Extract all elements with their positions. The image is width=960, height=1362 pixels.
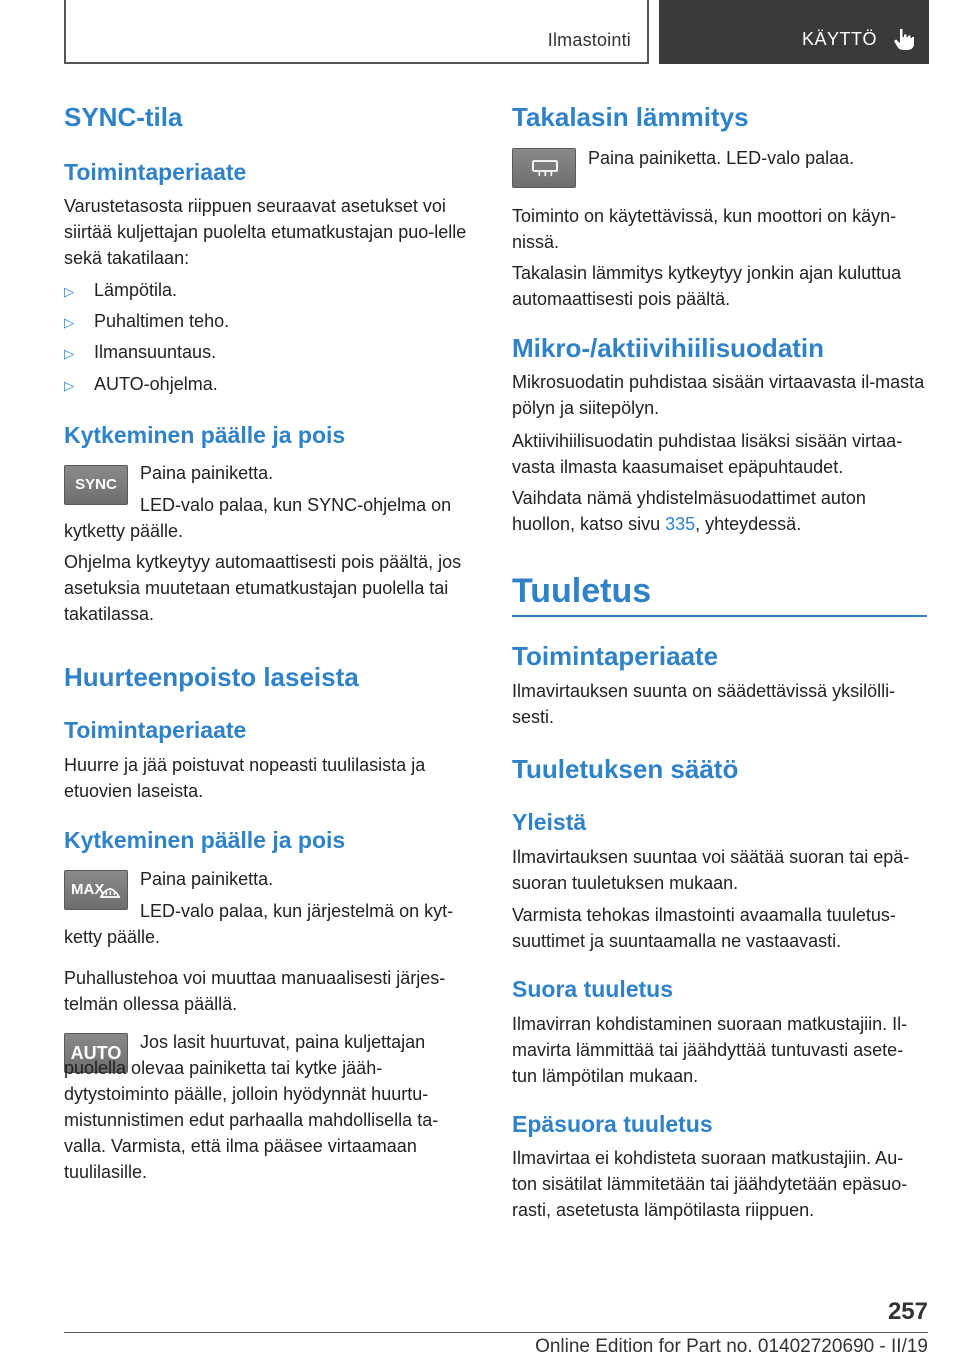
- filter-replace-text: Vaihdata nämä yhdistelmäsuodattimet auton huollon, katso sivu: [512, 488, 866, 534]
- list-item-text: Lämpötila.: [94, 280, 178, 300]
- chapter-tab[interactable]: [659, 0, 929, 64]
- rear-window-title: Takalasin lämmitys: [512, 102, 749, 132]
- vent-principle-heading: Toimintaperiaate: [512, 641, 719, 671]
- defrost-title: Huurteenpoisto laseista: [64, 662, 359, 692]
- triangle-bullet-icon: ▷: [64, 378, 74, 393]
- hand-pointer-icon: [891, 26, 917, 52]
- section-divider: [512, 615, 927, 617]
- sync-led: LED-valo palaa, kun SYNC-ohjelma on kytketty päälle.: [64, 495, 452, 541]
- sync-principle-text: Varustetasosta riippuen seuraavat asetukset voi siirtää kuljettajan puolelta etumatkustajan puo-lelle sekä takatilaan:: [64, 196, 467, 268]
- sync-principle-heading: Toimintaperiaate: [64, 159, 247, 185]
- list-item: [64, 339, 216, 367]
- general-heading: Yleistä: [512, 809, 587, 835]
- direct-vent-text: Ilmavirran kohdistaminen suoraan matkustajiin. Il-mavirta lämmittää tai jäähdyttää tuntuvasti asete-tun lämpötilan mukaan.: [512, 1014, 908, 1086]
- rear-window-heating-icon: [531, 159, 559, 177]
- filter-replace-text-end: , yhteydessä.: [695, 514, 802, 534]
- direct-vent-heading: Suora tuuletus: [512, 976, 674, 1002]
- general-text-1: Ilmavirtauksen suuntaa voi säätää suoran tai epä-suoran tuuletuksen mukaan.: [512, 847, 910, 893]
- indirect-vent-heading: Epäsuora tuuletus: [512, 1111, 713, 1137]
- rear-auto-off: Takalasin lämmitys kytkeytyy jonkin ajan kuluttua automaattisesti pois päältä.: [512, 263, 902, 309]
- general-text-2: Varmista tehokas ilmastointi avaamalla tuuletus-suuttimet ja suuntaamalla ne vastaavasti.: [512, 905, 896, 951]
- page-number: 257: [887, 1298, 928, 1325]
- sync-title: SYNC-tila: [64, 102, 183, 132]
- sync-press: Paina painiketta.: [140, 463, 274, 483]
- triangle-bullet-icon: ▷: [64, 284, 74, 299]
- auto-button-image: AUTO: [64, 1033, 128, 1073]
- defrost-blower: Puhallustehoa voi muuttaa manuaalisesti järjes-telmän ollessa päällä.: [64, 968, 446, 1014]
- vent-adjust-heading: Tuuletuksen säätö: [512, 754, 739, 784]
- list-item-text: Puhaltimen teho.: [94, 311, 230, 331]
- defrost-switch-heading: Kytkeminen päälle ja pois: [64, 827, 346, 853]
- filter-title: Mikro-/aktiivihiilisuodatin: [512, 333, 825, 363]
- defrost-press: Paina painiketta.: [140, 869, 274, 889]
- rear-window-button-image: [512, 148, 576, 188]
- vent-principle-text: Ilmavirtauksen suunta on säädettävissä yksilölli-sesti.: [512, 681, 896, 727]
- footer-divider: [64, 1332, 928, 1333]
- sync-auto-off: Ohjelma kytkeytyy automaattisesti pois päältä, jos asetuksia muutetaan etumatkustajan puolella tai takatilassa.: [64, 552, 462, 624]
- defrost-principle-text: Huurre ja jää poistuvat nopeasti tuulilasista ja etuovien laseista.: [64, 755, 426, 801]
- defrost-auto: Jos lasit huurtuvat, paina kuljettajan puolella olevaa painiketta tai kytke jääh-dytystoiminto päälle, jolloin hyödynnät huurtu-mistunnistimen edut parhaalla mahdollisella ta-valla. Varmista, että ilma pääsee virtaamaan tuulilasille.: [64, 1032, 439, 1182]
- windshield-defrost-icon: [99, 883, 121, 899]
- ventilation-title: Tuuletus: [512, 572, 652, 610]
- section-title: Ilmastointi: [547, 30, 631, 50]
- list-item: [64, 308, 229, 336]
- filter-replace: [512, 485, 927, 537]
- filter-micro: Mikrosuodatin puhdistaa sisään virtaavasta il-masta pölyn ja siitepölyn.: [512, 372, 925, 418]
- chapter-tab-label: KÄYTTÖ: [801, 29, 877, 49]
- sync-button-image: SYNC: [64, 465, 128, 505]
- defrost-led: LED-valo palaa, kun järjestelmä on kyt-ketty päälle.: [64, 901, 454, 947]
- list-item-text: AUTO-ohjelma.: [94, 374, 218, 394]
- rear-engine: Toiminto on käytettävissä, kun moottori on käyn-nissä.: [512, 206, 897, 252]
- list-item-text: Ilmansuuntaus.: [94, 342, 217, 362]
- page-link[interactable]: 335: [665, 514, 696, 534]
- defrost-principle-heading: Toimintaperiaate: [64, 717, 247, 743]
- header-frame: [64, 0, 649, 64]
- triangle-bullet-icon: ▷: [64, 315, 74, 330]
- rear-press: Paina painiketta. LED-valo palaa.: [588, 148, 855, 168]
- filter-active: Aktiivihiilisuodatin puhdistaa lisäksi sisään virtaa-vasta ilmasta kaasumaiset epäpuhtaudet.: [512, 431, 903, 477]
- list-item: [64, 277, 177, 305]
- indirect-vent-text: Ilmavirtaa ei kohdisteta suoraan matkustajiin. Au-ton sisätilat lämmitetään tai jäähdytetään epäsuo-rasti, asetetusta lämpötilasta riippuen.: [512, 1148, 908, 1220]
- triangle-bullet-icon: ▷: [64, 346, 74, 361]
- sync-switch-heading: Kytkeminen päälle ja pois: [64, 422, 346, 448]
- max-button-label: MAX: [71, 881, 105, 898]
- edition-note: Online Edition for Part no. 01402720690 - II/19: [535, 1336, 928, 1357]
- list-item: [64, 371, 218, 399]
